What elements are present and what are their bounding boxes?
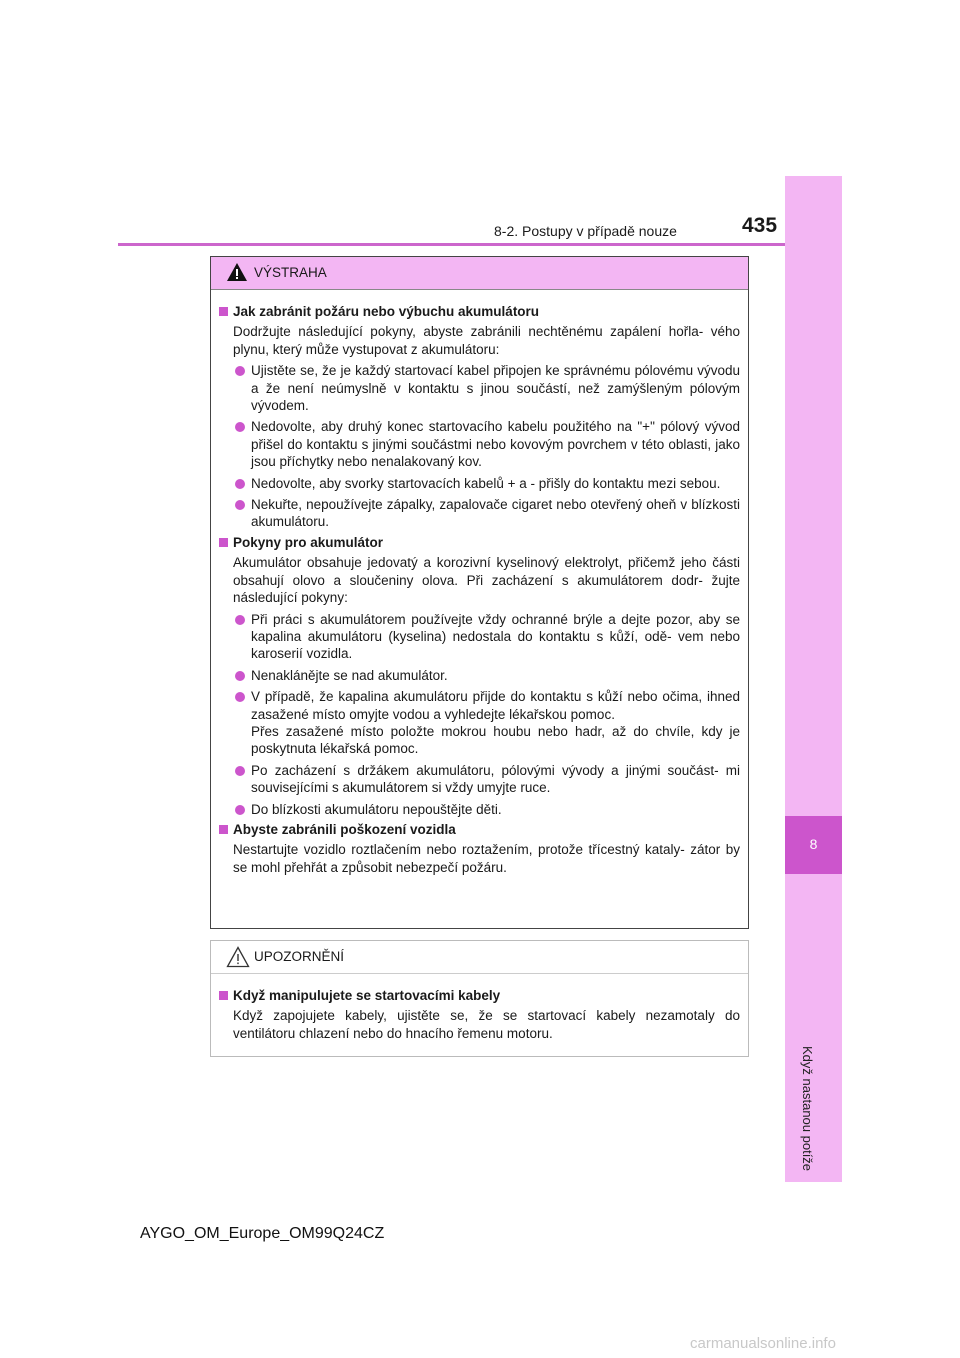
list-item: Nedovolte, aby svorky startovacích kabelů + a - přišly do kontaktu mezi sebou. <box>219 475 740 492</box>
warning-heading-battery: Pokyny pro akumulátor <box>219 534 740 551</box>
square-bullet-icon <box>219 991 228 1000</box>
list-item: V případě, že kapalina akumulátoru přijde do kontaktu s kůží nebo očima, ihned zasažené místo omyjte vodou a vyhledejte lékařskou pomoc. Přes zasažené místo položte mokrou houbu nebo hadr, až do chvíle, kdy je poskytnuta lékařská pomoc. <box>219 688 740 758</box>
circle-bullet-icon <box>235 671 245 681</box>
chapter-label: Když nastanou potíže <box>800 1046 815 1172</box>
chapter-side-tab <box>785 176 842 1182</box>
paragraph: Nestartujte vozidlo roztlačením nebo roztažením, protože třícestný kataly- zátor by se mohl přehřát a způsobit nebezpečí požáru. <box>233 842 740 875</box>
warning-box <box>210 256 749 929</box>
circle-bullet-icon <box>235 479 245 489</box>
list-item: Ujistěte se, že je každý startovací kabel připojen ke správnému pólovému vývodu a že není neúmyslně v kontaktu s jinou součástí, než zamýšleným pólovým vývodem. <box>219 362 740 414</box>
list-item: Při práci s akumulátorem používejte vždy ochranné brýle a dejte pozor, aby se kapalina akumulátoru (kyselina) nedostala do kontaktu s kůží, odě- vem nebo karoserií vozidla. <box>219 611 740 663</box>
section-title: 8-2. Postupy v případě nouze <box>494 223 677 239</box>
document-id: AYGO_OM_Europe_OM99Q24CZ <box>140 1225 385 1242</box>
warning-icon <box>226 262 248 282</box>
list-item-extra: Přes zasažené místo položte mokrou houbu nebo hadr, až do chvíle, kdy je poskytnuta lékařská pomoc. <box>251 723 740 757</box>
paragraph: Akumulátor obsahuje jedovatý a korozivní kyselinový elektrolyt, přičemž jeho části obsahují olovo a sloučeniny olova. Při zacházení s akumulátorem dodr- žujte následující pokyny: <box>233 555 740 606</box>
page-number: 435 <box>742 214 778 237</box>
square-bullet-icon <box>219 307 228 316</box>
chapter-number-box <box>785 816 842 874</box>
watermark: carmanualsonline.info <box>690 1335 836 1352</box>
paragraph: Když zapojujete kabely, ujistěte se, že se startovací kabely nezamotaly do ventilátoru chlazení nebo do hnacího řemenu motoru. <box>233 1008 740 1041</box>
chapter-number: 8 <box>809 836 818 852</box>
circle-bullet-icon <box>235 805 245 815</box>
caution-header <box>211 941 748 974</box>
circle-bullet-icon <box>235 422 245 432</box>
list-item: Do blízkosti akumulátoru nepouštějte děti. <box>219 801 740 818</box>
warning-heading-vehicle: Abyste zabránili poškození vozidla <box>219 821 740 838</box>
paragraph: Dodržujte následující pokyny, abyste zabránili nechtěnému zapálení hořla- vého plynu, který může vystupovat z akumulátoru: <box>233 324 740 357</box>
header-divider <box>118 243 785 246</box>
list-item: Nekuřte, nepoužívejte zápalky, zapalovače cigaret nebo otevřený oheň v blízkosti akumulátoru. <box>219 496 740 531</box>
circle-bullet-icon <box>235 500 245 510</box>
warning-heading-fire: Jak zabránit požáru nebo výbuchu akumulátoru <box>219 303 740 320</box>
circle-bullet-icon <box>235 366 245 376</box>
caution-heading: Když manipulujete se startovacími kabely <box>219 987 740 1004</box>
circle-bullet-icon <box>235 615 245 625</box>
square-bullet-icon <box>219 538 228 547</box>
circle-bullet-icon <box>235 766 245 776</box>
list-item: Nedovolte, aby druhý konec startovacího kabelu použitého na "+" pólový vývod přišel do kontaktu s jinými součástmi nebo kovovým povrchem v této oblasti, jako jsou příchytky nebo nenalakovaný kov. <box>219 418 740 470</box>
circle-bullet-icon <box>235 692 245 702</box>
square-bullet-icon <box>219 825 228 834</box>
warning-header <box>211 257 748 290</box>
caution-icon <box>226 946 250 968</box>
caution-title: UPOZORNĚNÍ <box>254 949 345 964</box>
caution-box <box>210 940 749 1057</box>
list-item: Nenaklánějte se nad akumulátor. <box>219 667 740 684</box>
list-item: Po zacházení s držákem akumulátoru, pólovými vývody a jinými součást- mi souvisejícími s akumulátorem si vždy umyjte ruce. <box>219 762 740 797</box>
warning-title: VÝSTRAHA <box>254 265 327 280</box>
